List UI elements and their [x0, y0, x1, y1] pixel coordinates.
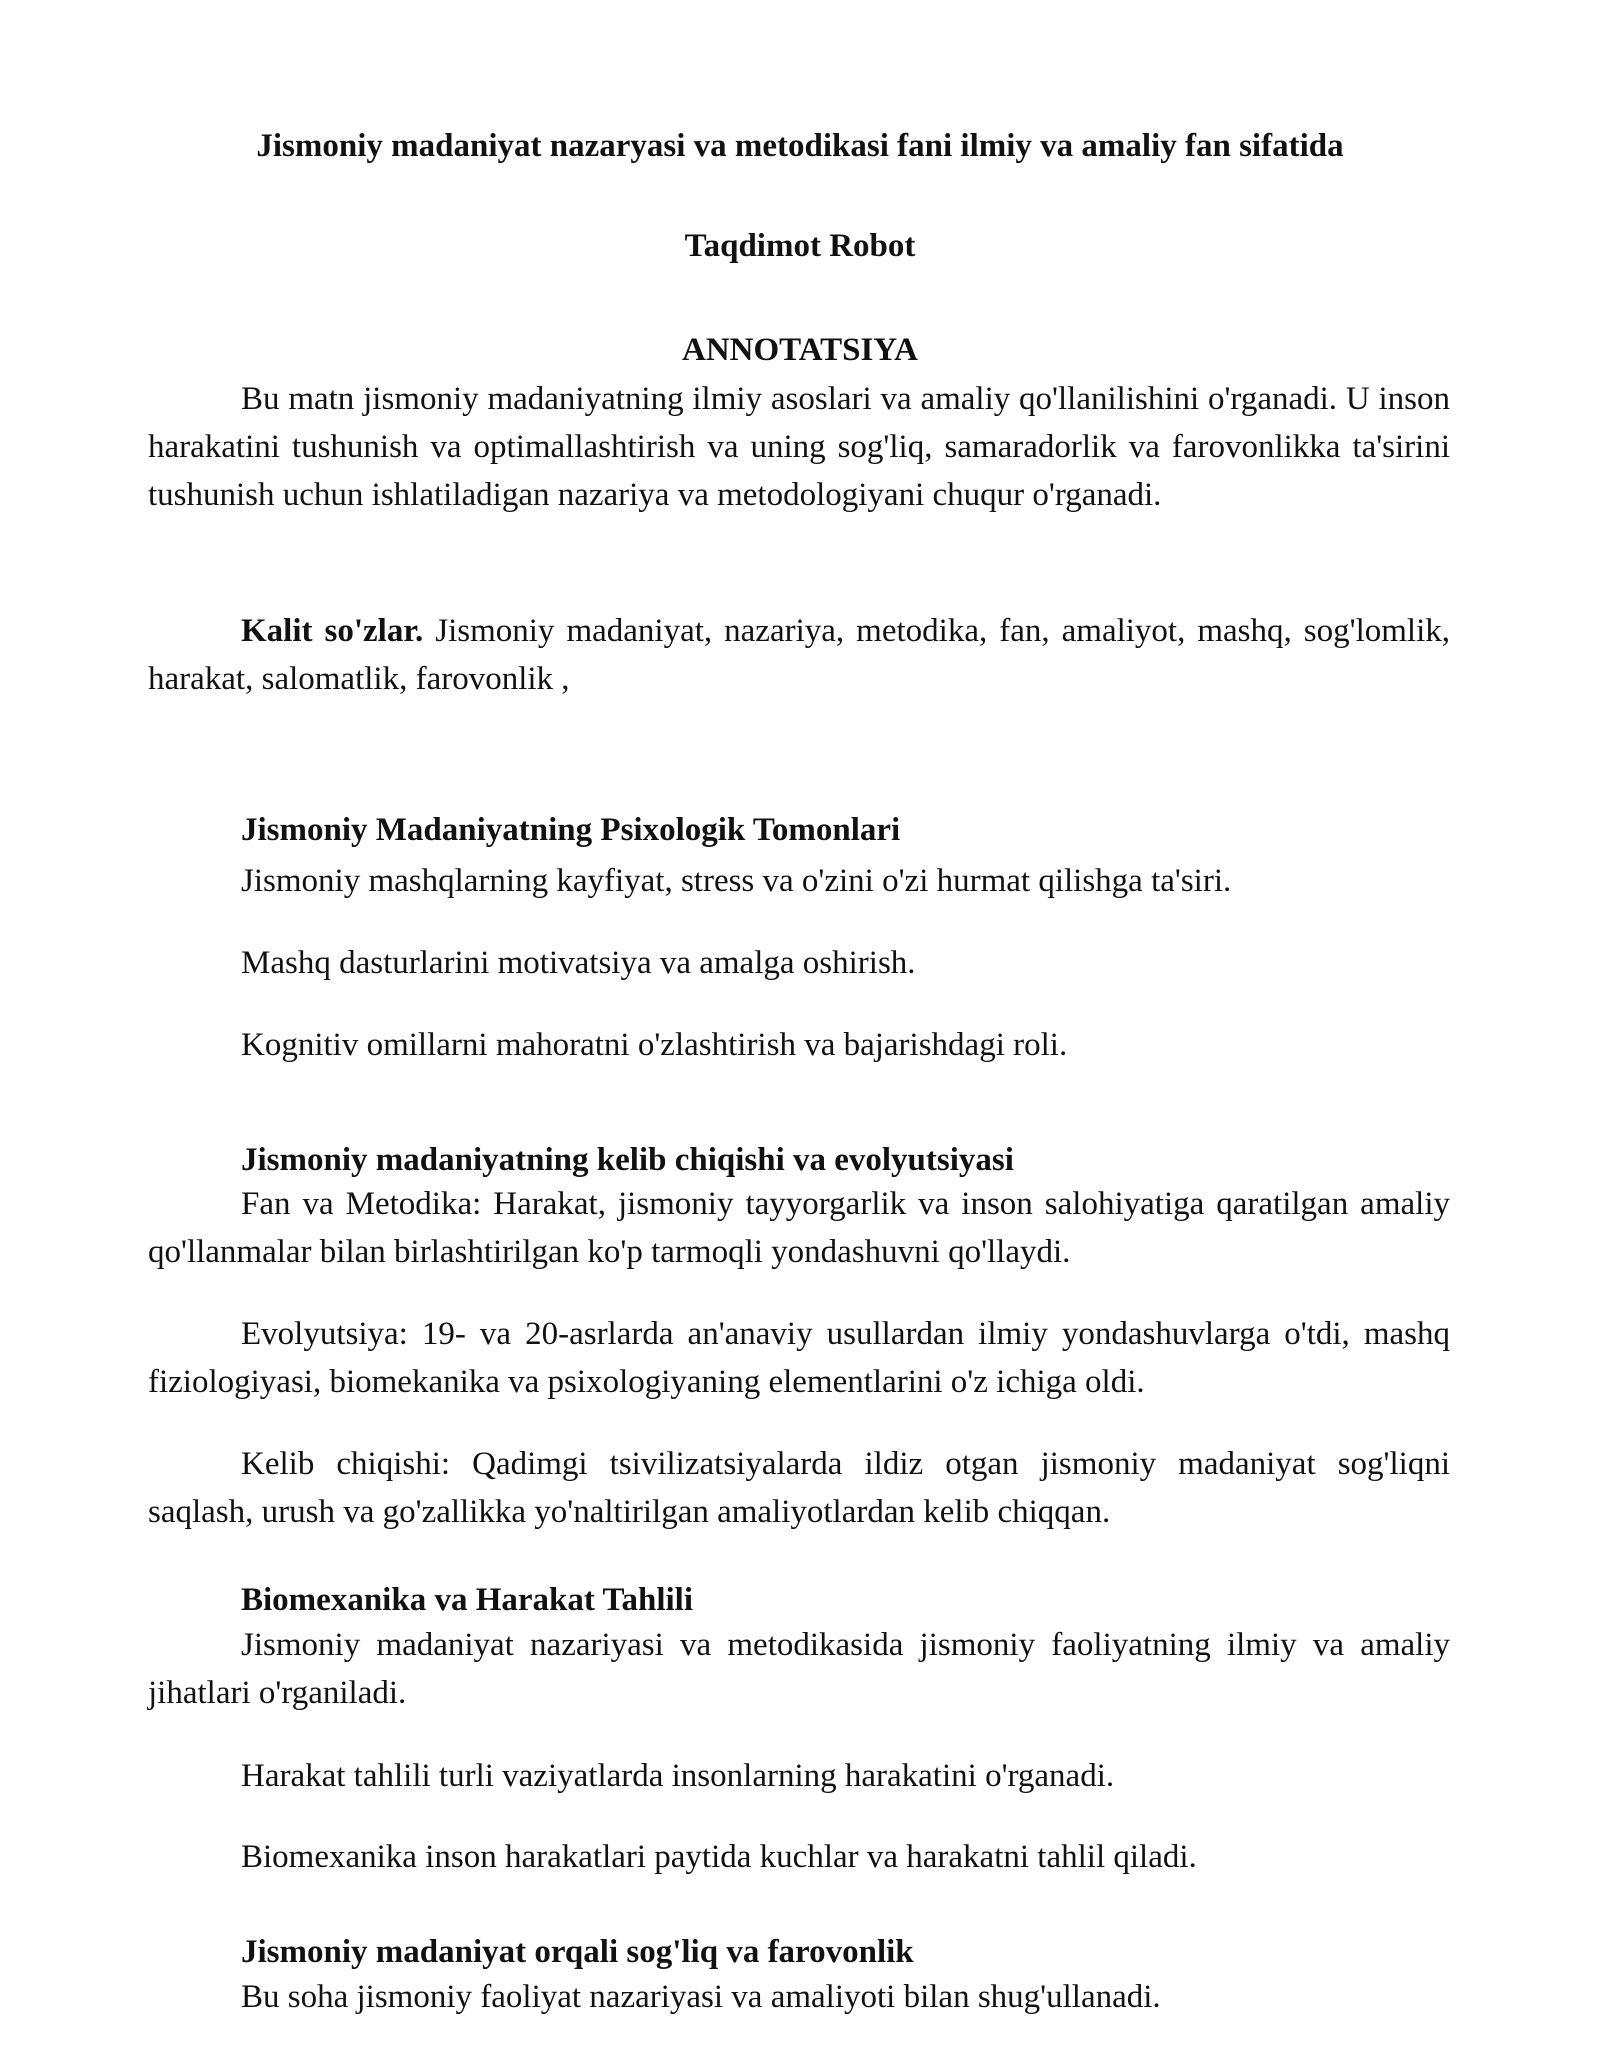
section-paragraph: Biomexanika inson harakatlari paytida kuchlar va harakatni tahlil qiladi. [241, 1839, 1197, 1875]
section-heading: Jismoniy madaniyat orqali sog'liq va farovonlik [241, 1934, 914, 1970]
section-paragraph: Kognitiv omillarni mahoratni o'zlashtirish va bajarishdagi roli. [241, 1027, 1068, 1063]
document-author: Taqdimot Robot [684, 228, 916, 264]
annotation-text: Bu matn jismoniy madaniyatning ilmiy asoslari va amaliy qo'llanilishini o'rganadi. U inson harakatini tushunish va optimallashtirish va uning sog'liq, samaradorlik va farovonlikka ta'sirini tushunish uchun ishlatiladigan nazariya va metodologiyani chuqur o'rganadi. [148, 381, 1450, 513]
section-paragraph: Fan va Metodika: Harakat, jismoniy tayyorgarlik va inson salohiyatiga qaratilgan amaliy qo'llanmalar bilan birlashtirilgan ko'p tarmoqli yondashuvni qo'llaydi. [148, 1186, 1450, 1270]
keywords-text: Jismoniy madaniyat, nazariya, metodika, fan, amaliyot, mashq, sog'lomlik, harakat, salomatlik, farovonlik , [148, 613, 1450, 697]
section-paragraph: Jismoniy mashqlarning kayfiyat, stress va o'zini o'zi hurmat qilishga ta'siri. [241, 863, 1232, 899]
section-heading: Biomexanika va Harakat Tahlili [241, 1582, 694, 1618]
section-paragraph: Harakat tahlili turli vaziyatlarda insonlarning harakatini o'rganadi. [241, 1758, 1115, 1794]
section-paragraph: Evolyutsiya: 19- va 20-asrlarda an'anaviy usullardan ilmiy yondashuvlarga o'tdi, mashq fiziologiyasi, biomekanika va psixologiyaning elementlarini o'z ichiga oldi. [148, 1316, 1450, 1400]
annotation-heading: ANNOTATSIYA [682, 332, 918, 368]
section-paragraph: Jismoniy madaniyat nazariyasi va metodikasida jismoniy faoliyatning ilmiy va amaliy jihatlari o'rganiladi. [148, 1627, 1450, 1711]
section-paragraph: Kelib chiqishi: Qadimgi tsivilizatsiyalarda ildiz otgan jismoniy madaniyat sog'liqni saqlash, urush va go'zallikka yo'naltirilgan amaliyotlardan kelib chiqqan. [148, 1446, 1450, 1530]
section-heading: Jismoniy Madaniyatning Psixologik Tomonlari [241, 812, 901, 848]
keywords-label: Kalit so'zlar. [241, 613, 424, 649]
section-paragraph: Mashq dasturlarini motivatsiya va amalga oshirish. [241, 945, 916, 981]
section-heading: Jismoniy madaniyatning kelib chiqishi va evolyutsiyasi [241, 1142, 1014, 1178]
section-paragraph: Bu soha jismoniy faoliyat nazariyasi va amaliyoti bilan shug'ullanadi. [241, 1979, 1161, 2015]
keywords-paragraph [148, 607, 1450, 703]
document-title: Jismoniy madaniyat nazaryasi va metodikasi fani ilmiy va amaliy fan sifatida [256, 128, 1344, 164]
